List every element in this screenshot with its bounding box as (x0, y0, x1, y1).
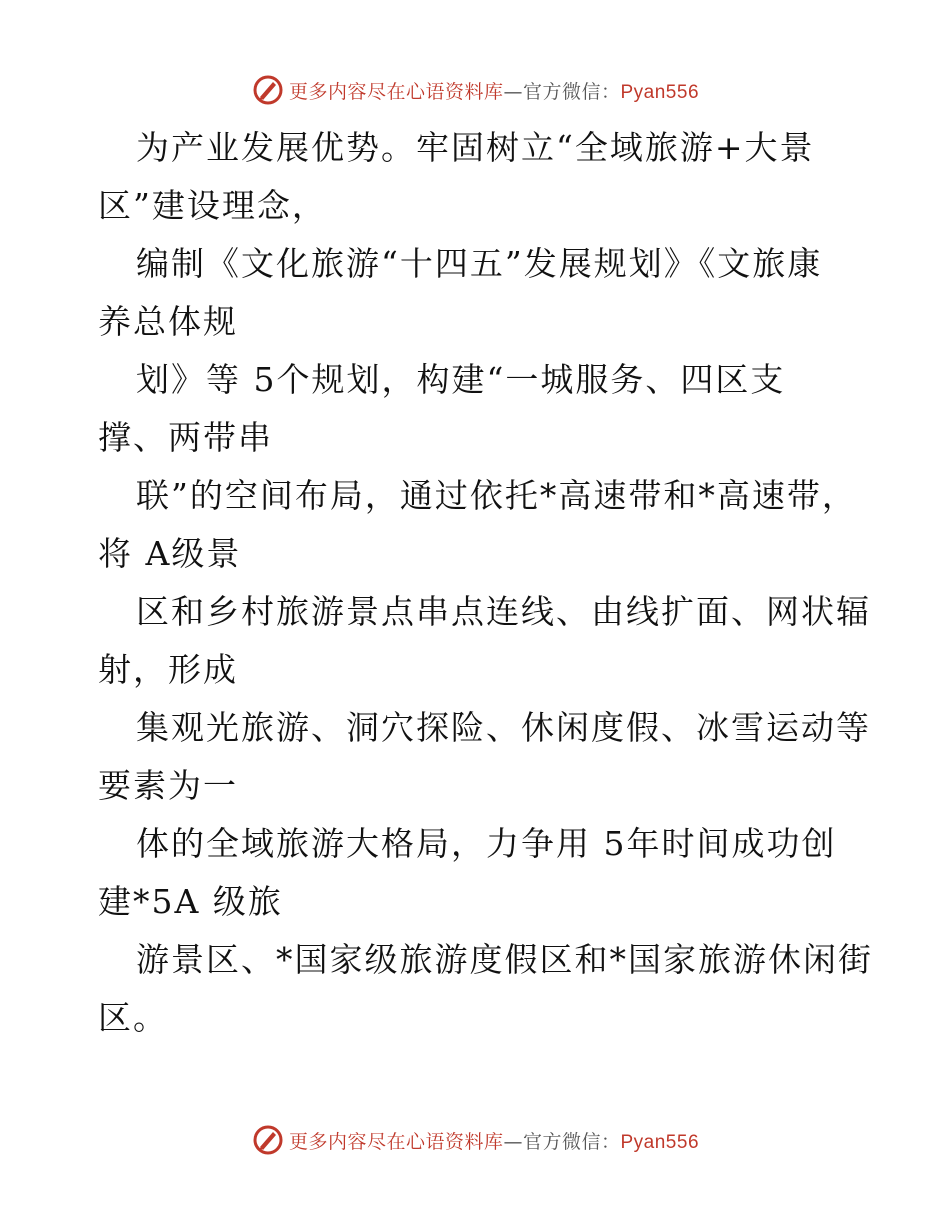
footer-watermark (0, 1120, 950, 1160)
body-line: 要素为一 (98, 766, 238, 805)
watermark-label: 官方微信： (522, 80, 621, 103)
body-line: 建*5A 级旅 (98, 882, 283, 921)
body-line: 划》等 5个规划，构建“一城服务、四区支 (136, 360, 786, 399)
body-line: 游景区、*国家级旅游度假区和*国家旅游休闲街 (136, 940, 873, 979)
body-line: 撑、两带串 (98, 418, 273, 457)
watermark-separator: — (503, 80, 523, 103)
body-line: 为产业发展优势。牢固树立“全域旅游+大景 (136, 128, 815, 167)
quill-logo-icon (251, 1123, 285, 1157)
watermark-wechat-id: Pyan556 (620, 1131, 700, 1153)
watermark-brand: 更多内容尽在心语资料库 (288, 80, 504, 103)
body-line: 区”建设理念， (98, 186, 327, 225)
watermark-text (289, 1127, 699, 1154)
body-line: 养总体规 (98, 302, 238, 341)
body-line: 射，形成 (98, 650, 238, 689)
quill-logo-icon (251, 73, 285, 107)
body-line: 联”的空间布局，通过依托*高速带和*高速带， (136, 476, 857, 515)
body-line: 集观光旅游、洞穴探险、休闲度假、冰雪运动等 (136, 708, 871, 747)
watermark-text (289, 77, 699, 104)
watermark-brand: 更多内容尽在心语资料库 (288, 1130, 504, 1153)
header-watermark (0, 70, 950, 110)
body-line: 体的全域旅游大格局，力争用 5年时间成功创 (136, 824, 837, 863)
body-line: 区。 (98, 998, 168, 1037)
watermark-separator: — (503, 1130, 523, 1153)
watermark-wechat-id: Pyan556 (620, 81, 700, 103)
body-line: 将 A级景 (98, 534, 242, 573)
body-line: 编制《文化旅游“十四五”发展规划》《文旅康 (136, 244, 823, 283)
watermark-label: 官方微信： (522, 1130, 621, 1153)
body-line: 区和乡村旅游景点串点连线、由线扩面、网状辐 (136, 592, 871, 631)
